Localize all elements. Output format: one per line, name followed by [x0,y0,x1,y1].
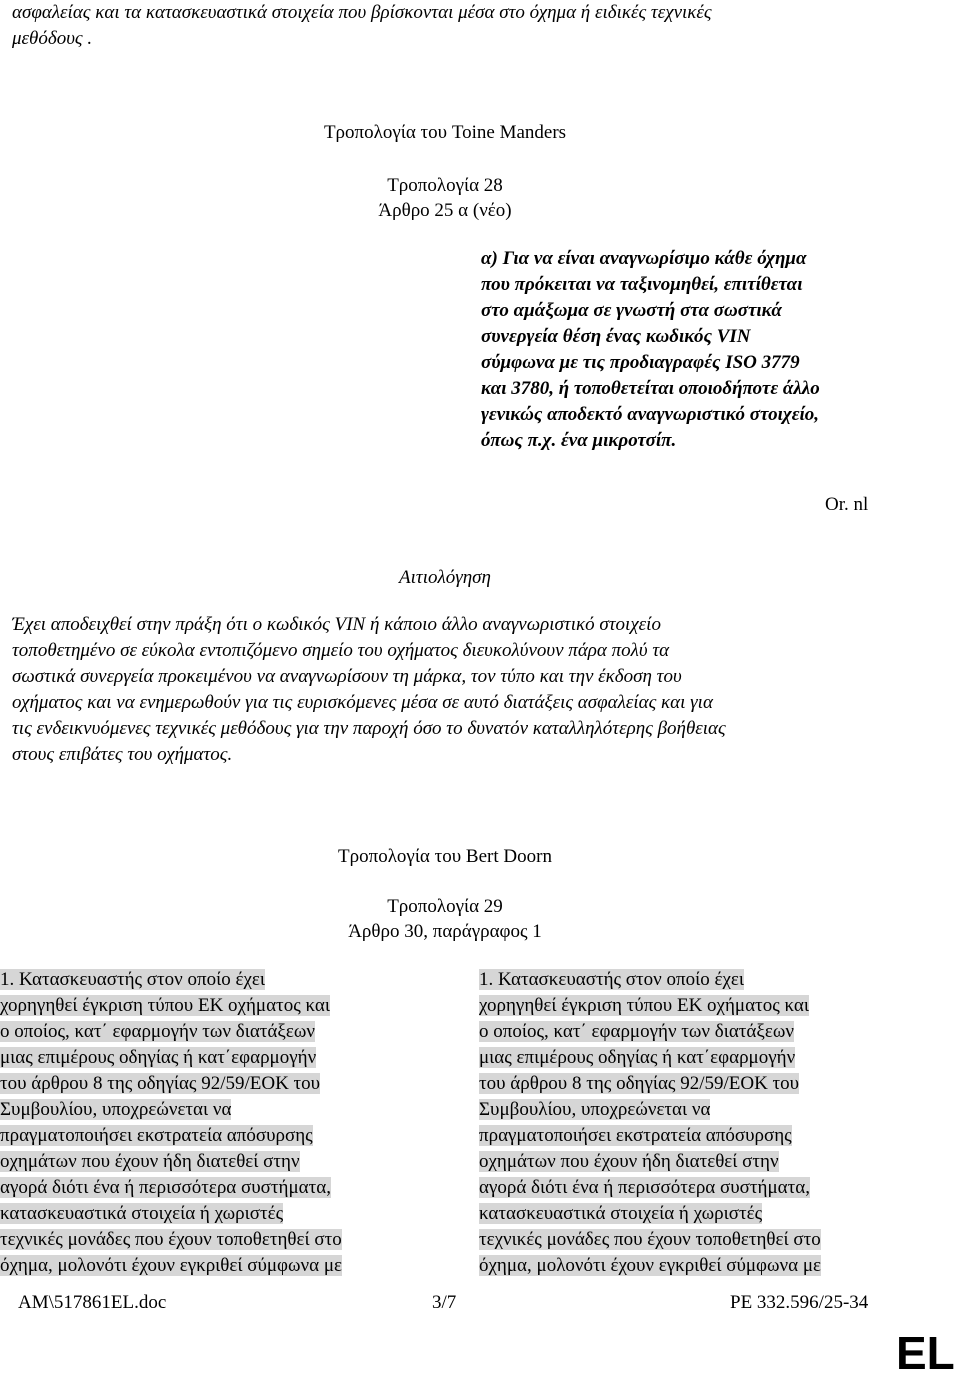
amend29-article: Άρθρο 30, παράγραφος 1 [348,921,542,942]
language-code: EL [896,1327,955,1379]
top-line-2: μεθόδους . [12,28,93,49]
justification-line: τοποθετημένο σε εύκολα εντοπιζόμενο σημείο του οχήματος διευκολύνουν πάρα πολύ τα [12,640,670,661]
top-line-1: ασφαλείας και τα κατασκευαστικά στοιχεία που βρίσκονται μέσα στο όχημα ή ειδικές τεχνικές [12,2,712,23]
left-line: πραγματοποιήσει εκστρατεία απόσυρσης [0,1125,313,1146]
justification-title: Αιτιολόγηση [399,567,491,588]
left-line: οχημάτων που έχουν ήδη διατεθεί στην [0,1151,300,1172]
footer-page-number: 3/7 [432,1292,457,1313]
left-line: ο οποίος, κατ΄ εφαρμογήν των διατάξεων [0,1021,315,1042]
right-line: 1. Κατασκευαστής στον οποίο έχει [479,969,744,990]
amend29-author: Τροπολογία του Bert Doorn [338,846,552,867]
right-line: πραγματοποιήσει εκστρατεία απόσυρσης [479,1125,792,1146]
right-line: ο οποίος, κατ΄ εφαρμογήν των διατάξεων [479,1021,794,1042]
justification-line: Έχει αποδειχθεί στην πράξη ότι ο κωδικός VIN ή κάποιο άλλο αναγνωριστικό στοιχείο [12,614,661,635]
left-line: Συμβουλίου, υποχρεώνεται να [0,1099,232,1120]
right-line: του άρθρου 8 της οδηγίας 92/59/ΕΟΚ του [479,1073,800,1094]
justification-line: οχήματος και να ενημερωθούν για τις ευρισκόμενες μέσα σε αυτό διατάξεις ασφαλείας και για [12,692,713,713]
footer-doc-ref: AM\517861EL.doc [18,1292,167,1313]
amend28-text-line: συνεργεία θέση ένας κωδικός VIN [481,326,751,347]
left-line: 1. Κατασκευαστής στον οποίο έχει [0,969,265,990]
left-line: τεχνικές μονάδες που έχουν τοποθετηθεί στο [0,1229,342,1250]
amend28-text-line: γενικώς αποδεκτό αναγνωριστικό στοιχείο, [481,404,820,425]
left-line: κατασκευαστικά στοιχεία ή χωριστές [0,1203,284,1224]
right-line: οχημάτων που έχουν ήδη διατεθεί στην [479,1151,779,1172]
justification-line: σωστικά συνεργεία προκειμένου να αναγνωρίσουν τη μάρκα, τον τύπο και την έκδοση του [12,666,682,687]
right-line: τεχνικές μονάδες που έχουν τοποθετηθεί στο [479,1229,821,1250]
amend28-text-line: α) Για να είναι αναγνωρίσιμο κάθε όχημα [481,248,807,269]
left-line: μιας επιμέρους οδηγίας ή κατ΄εφαρμογήν [0,1047,317,1068]
right-line: μιας επιμέρους οδηγίας ή κατ΄εφαρμογήν [479,1047,796,1068]
amend29-right-column [479,967,919,1279]
left-line: αγορά διότι ένα ή περισσότερα συστήματα, [0,1177,331,1198]
justification-line: στους επιβάτες του οχήματος. [12,744,233,765]
amend28-text-line: σύμφωνα με τις προδιαγραφές ISO 3779 [481,352,800,373]
top-paragraph [12,0,942,52]
amend28-text-line: που πρόκειται να ταξινομηθεί, επιτίθεται [481,274,803,295]
original-language: Or. nl [825,494,869,515]
right-line: χορηγηθεί έγκριση τύπου ΕΚ οχήματος και [479,995,809,1016]
amend28-number: Τροπολογία 28 [387,175,503,196]
amend29-left-column [0,967,430,1279]
amend29-number: Τροπολογία 29 [387,896,503,917]
left-line: του άρθρου 8 της οδηγίας 92/59/ΕΟΚ του [0,1073,321,1094]
right-line: όχημα, μολονότι έχουν εγκριθεί σύμφωνα με [479,1255,821,1276]
right-line: κατασκευαστικά στοιχεία ή χωριστές [479,1203,763,1224]
amend28-text-line: και 3780, ή τοποθετείται οποιοδήποτε άλλο [481,378,820,399]
left-line: χορηγηθεί έγκριση τύπου ΕΚ οχήματος και [0,995,330,1016]
footer-pe-ref: PE 332.596/25-34 [730,1292,869,1313]
right-line: αγορά διότι ένα ή περισσότερα συστήματα, [479,1177,810,1198]
amend28-text-line: όπως π.χ. ένα μικροτσίπ. [481,430,677,451]
amend28-author: Τροπολογία του Toine Manders [323,122,567,143]
right-line: Συμβουλίου, υποχρεώνεται να [479,1099,711,1120]
amend28-article: Άρθρο 25 α (νέο) [378,200,512,221]
amend28-text [481,246,951,454]
justification-line: τις ενδεικνυόμενες τεχνικές μεθόδους για την παροχή όσο το δυνατόν καταλληλότερης βοήθειας [12,718,726,739]
left-line: όχημα, μολονότι έχουν εγκριθεί σύμφωνα με [0,1255,342,1276]
amend28-text-line: στο αμάξωμα σε γνωστή στα σωστικά [481,300,782,321]
justification-text [12,612,942,768]
